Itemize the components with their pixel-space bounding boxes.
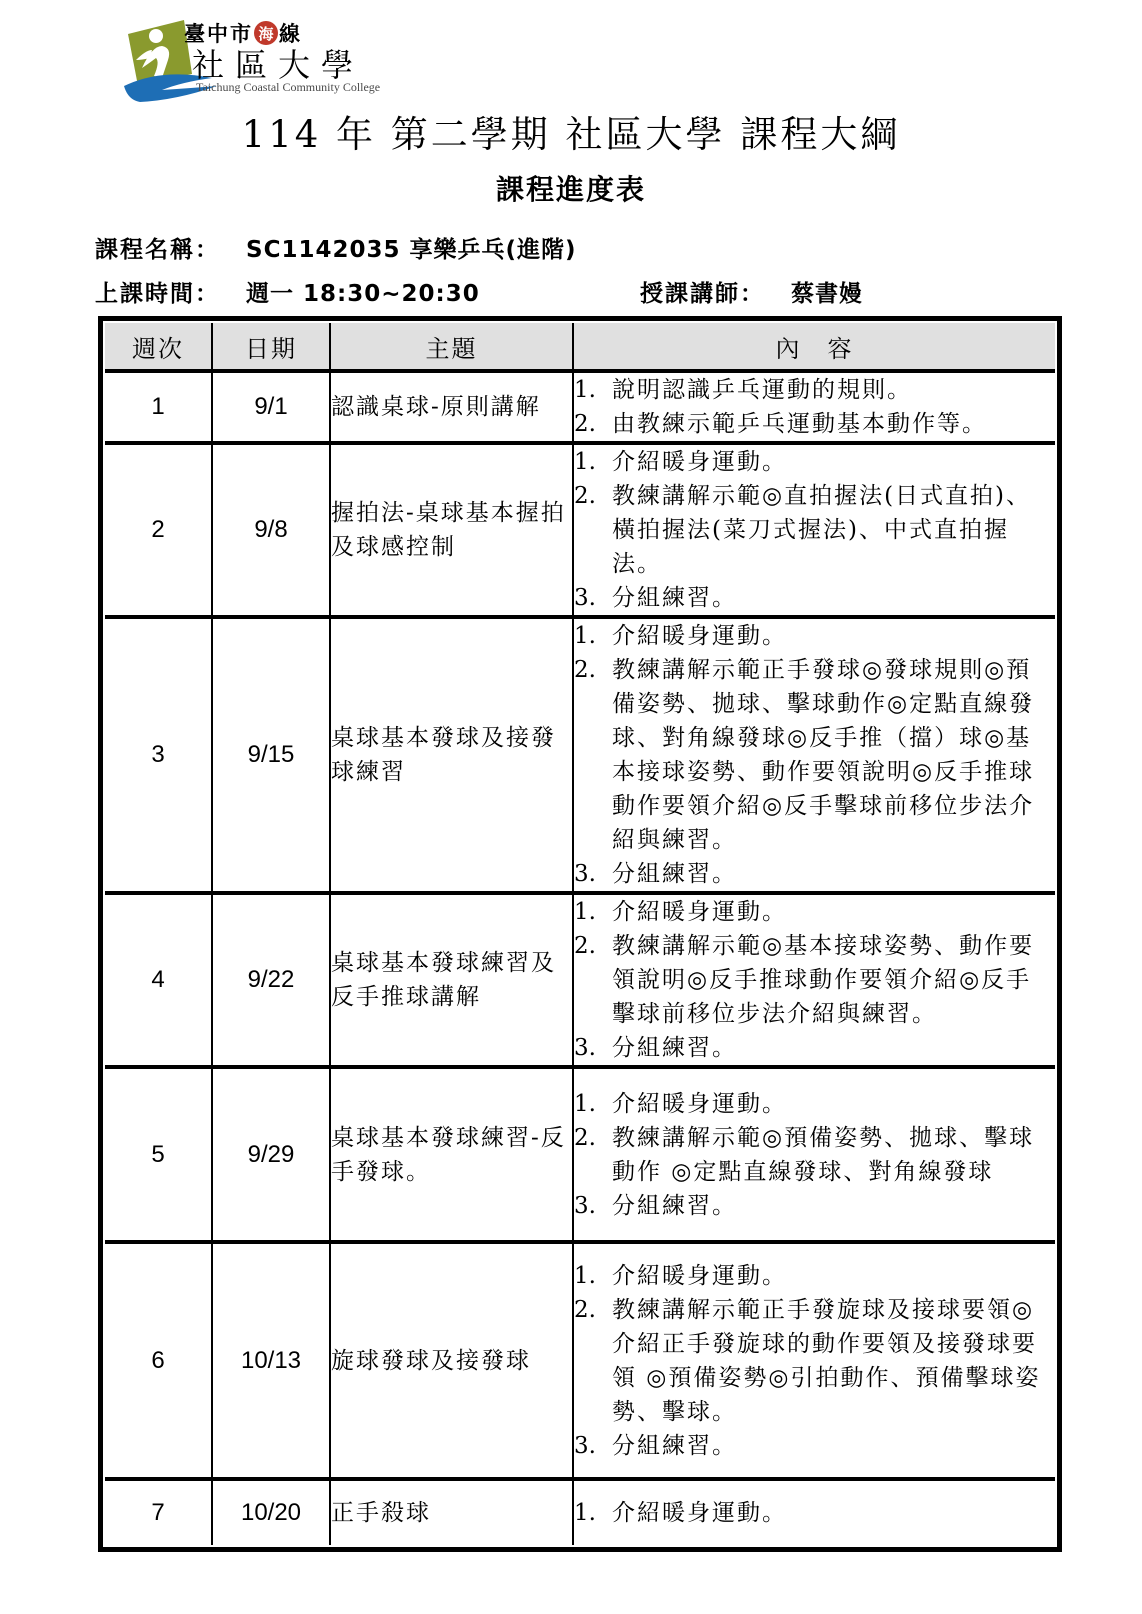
content-item	[574, 1496, 1055, 1530]
date-cell: 9/22	[212, 893, 330, 1067]
page-subtitle: 課程進度表	[495, 173, 646, 206]
logo-seal: 海	[254, 21, 278, 45]
week-cell: 7	[105, 1479, 212, 1545]
item-number: 1.	[574, 449, 596, 475]
col-header-week: 週次	[105, 323, 212, 371]
class-time-label: 上課時間：	[95, 281, 220, 307]
item-number: 2.	[574, 1296, 596, 1323]
item-number: 3.	[574, 1432, 596, 1459]
topic-cell: 握拍法-桌球基本握拍及球感控制	[330, 443, 573, 617]
content-item	[574, 1293, 1055, 1429]
week-cell: 3	[105, 617, 212, 893]
item-text: 教練講解示範正手發旋球及接球要領◎介紹正手發旋球的動作要領及接發球要領 ◎預備姿勢◎引拍動作、預備擊球姿勢、擊球。	[612, 1296, 1041, 1425]
item-number: 1.	[574, 1500, 596, 1526]
content-item	[574, 653, 1055, 857]
item-number: 2.	[574, 657, 596, 683]
table-row	[105, 1242, 1055, 1479]
content-item	[574, 619, 1055, 653]
content-cell	[573, 617, 1055, 893]
course-name-label: 課程名稱：	[95, 237, 220, 263]
topic-cell: 桌球基本發球練習-反手發球。	[330, 1067, 573, 1242]
course-name-value: SC1142035 享樂乒乓(進階)	[246, 237, 577, 263]
content-item	[574, 479, 1055, 581]
content-item	[574, 1121, 1055, 1189]
topic-cell: 正手殺球	[330, 1479, 573, 1545]
class-time-row	[95, 275, 1055, 308]
item-text: 教練講解示範正手發球◎發球規則◎預備姿勢、拋球、擊球動作◎定點直線發球、對角線發球◎反手推（擋）球◎基本接球姿勢、動作要領說明◎反手推球動作要領介紹◎反手擊球前移位步法介紹與練習。	[612, 657, 1035, 853]
item-number: 1.	[574, 623, 596, 649]
college-logo	[122, 12, 412, 112]
item-text: 說明認識乒乓運動的規則。	[612, 377, 912, 403]
item-text: 教練講解示範◎預備姿勢、拋球、擊球動作 ◎定點直線發球、對角線發球	[612, 1124, 1035, 1185]
logo-region-suffix: 線	[279, 21, 302, 46]
logo-english-name: Taichung Coastal Community College	[196, 80, 381, 94]
table-row	[105, 371, 1055, 443]
schedule-table-wrapper	[98, 316, 1062, 1552]
content-item	[574, 895, 1055, 929]
page-title: 114 年 第二學期 社區大學 課程大綱	[241, 113, 901, 156]
content-item	[574, 1429, 1055, 1463]
item-text: 介紹暖身運動。	[612, 1262, 787, 1289]
table-row	[105, 617, 1055, 893]
content-item	[574, 373, 1055, 407]
item-text: 教練講解示範◎基本接球姿勢、動作要領說明◎反手推球動作要領介紹◎反手擊球前移位步法介紹與練習。	[612, 933, 1035, 1027]
date-cell: 9/1	[212, 371, 330, 443]
content-cell	[573, 1067, 1055, 1242]
item-text: 分組練習。	[612, 1035, 737, 1061]
item-text: 分組練習。	[612, 585, 737, 611]
table-row	[105, 1067, 1055, 1242]
content-item	[574, 581, 1055, 615]
item-text: 介紹暖身運動。	[612, 899, 787, 925]
item-number: 3.	[574, 585, 596, 611]
item-text: 由教練示範乒乓運動基本動作等。	[612, 411, 987, 437]
item-number: 1.	[574, 899, 596, 925]
table-row	[105, 893, 1055, 1067]
content-cell	[573, 443, 1055, 617]
course-name-row	[95, 231, 1055, 264]
item-number: 1.	[574, 1262, 596, 1289]
teacher-label: 授課講師：	[640, 281, 765, 307]
item-number: 1.	[574, 1090, 596, 1117]
col-header-topic: 主題	[330, 323, 573, 371]
schedule-table	[105, 323, 1055, 1545]
week-cell: 2	[105, 443, 212, 617]
topic-cell: 旋球發球及接發球	[330, 1242, 573, 1479]
col-header-date: 日期	[212, 323, 330, 371]
table-row	[105, 1479, 1055, 1545]
topic-cell: 認識桌球-原則講解	[330, 371, 573, 443]
teacher-value: 蔡書嫚	[791, 281, 864, 307]
content-cell	[573, 1479, 1055, 1545]
table-row	[105, 443, 1055, 617]
week-cell: 6	[105, 1242, 212, 1479]
logo-college-name: 社區大學	[192, 46, 365, 84]
item-text: 介紹暖身運動。	[612, 1090, 787, 1117]
date-cell: 9/15	[212, 617, 330, 893]
item-text: 介紹暖身運動。	[612, 623, 787, 649]
content-item	[574, 1189, 1055, 1223]
item-number: 2.	[574, 411, 596, 437]
week-cell: 1	[105, 371, 212, 443]
date-cell: 10/20	[212, 1479, 330, 1545]
item-number: 3.	[574, 1035, 596, 1061]
item-number: 2.	[574, 483, 596, 509]
item-text: 介紹暖身運動。	[612, 1500, 787, 1526]
teacher-group	[640, 275, 863, 308]
item-text: 分組練習。	[612, 1432, 737, 1459]
content-cell	[573, 371, 1055, 443]
content-cell	[573, 893, 1055, 1067]
item-number: 2.	[574, 933, 596, 959]
content-cell	[573, 1242, 1055, 1479]
week-cell: 5	[105, 1067, 212, 1242]
content-item	[574, 445, 1055, 479]
item-text: 教練講解示範◎直拍握法(日式直拍)、橫拍握法(菜刀式握法)、中式直拍握法。	[612, 483, 1032, 577]
item-number: 1.	[574, 377, 596, 403]
topic-cell: 桌球基本發球及接發球練習	[330, 617, 573, 893]
content-item	[574, 1031, 1055, 1065]
table-header-row	[105, 323, 1055, 371]
item-number: 2.	[574, 1124, 596, 1151]
item-number: 3.	[574, 861, 596, 887]
item-text: 介紹暖身運動。	[612, 449, 787, 475]
col-header-content: 內 容	[573, 323, 1055, 371]
date-cell: 9/8	[212, 443, 330, 617]
item-text: 分組練習。	[612, 861, 737, 887]
content-item	[574, 929, 1055, 1031]
logo-region-prefix: 臺中市	[184, 21, 253, 46]
content-item	[574, 1259, 1055, 1293]
class-time-value: 週一 18:30~20:30	[246, 281, 480, 307]
item-text: 分組練習。	[612, 1192, 737, 1219]
content-item	[574, 1087, 1055, 1121]
week-cell: 4	[105, 893, 212, 1067]
item-number: 3.	[574, 1192, 596, 1219]
topic-cell: 桌球基本發球練習及反手推球講解	[330, 893, 573, 1067]
content-item	[574, 407, 1055, 441]
date-cell: 10/13	[212, 1242, 330, 1479]
content-item	[574, 857, 1055, 891]
date-cell: 9/29	[212, 1067, 330, 1242]
